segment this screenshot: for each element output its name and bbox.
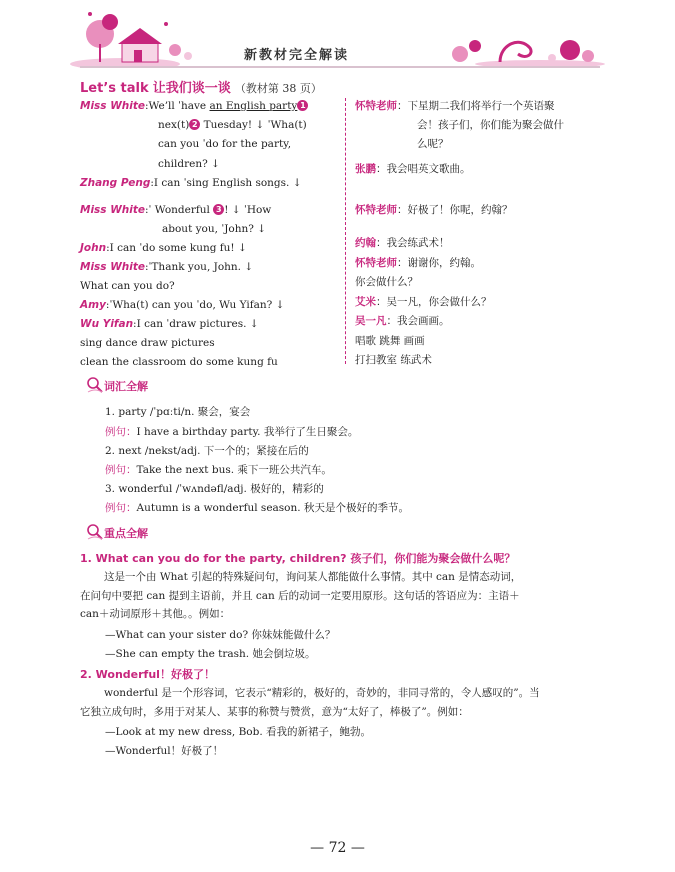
speaker-name: Zhang Peng [80,177,151,189]
speaker-name: 怀特老师 [355,257,397,269]
dialog-line [355,332,425,351]
keypoint-1-example: —What can your sister do? 你妹妹能做什么？ [105,629,336,641]
dialog-text: I can ˈsing English songs. ↓ [153,177,302,189]
dialog-text: 我会练武术！ [386,237,450,249]
dialog-line: 怀特老师：好极了！你呢，约翰？ [355,204,513,216]
vocab-example [105,424,358,439]
note-marker: 2 [189,119,200,130]
keypoint-2-title: 2. Wonderful！好极了！ [80,668,215,681]
dialog-line: Wu Yifan:I can ˈdraw pictures. ↓ [80,318,259,330]
dialog-text: 你会做什么？ [355,276,418,288]
dialog-text: 下星期二我们将举行一个英语聚 [407,100,555,112]
vocab-section-title: 词汇全解 [104,380,148,393]
dialog-text: 么呢？ [417,138,449,150]
header-divider [80,66,600,68]
dialog-text: 好极了！你呢，约翰？ [407,204,513,216]
lesson-title [80,77,322,96]
dialog-line: 怀特老师：下星期二我们将举行一个英语聚 [355,100,555,112]
speaker-name: John [80,242,107,254]
dialog-line [355,273,418,292]
speaker-name: 吴一凡 [355,315,387,327]
dialog-text: nex(t) [158,119,190,131]
speaker-name: Amy [80,299,106,311]
vocab-example [105,500,409,515]
keypoint-2-example: —Look at my new dress, Bob. 看我的新裙子，鲍勃。 [105,726,372,738]
dialog-line [162,220,266,239]
speaker-name: 怀特老师 [355,204,397,216]
page-header [0,0,675,80]
page-number: — 72 — [310,840,365,856]
dialog-line: 吴一凡：我会画画。 [355,315,450,327]
dialog-line [417,135,449,154]
dialog-text: ˈ Wonderful [148,204,214,216]
dialog-text: ! ↓ ˈHow [224,204,272,216]
keypoint-section-title: 重点全解 [104,527,148,540]
dialog-text-underlined: an English party [209,100,298,112]
dialog-line: 张鹏：我会唱英文歌曲。 [355,163,471,175]
dialog-line [158,135,291,154]
dialog-text: What can you do? [80,280,175,292]
dialog-line: Miss White:ˈThank you, John. ↓ [80,261,254,273]
vocab-head: 3. wonderful /ˈwʌndəfl/adj. 极好的，精彩的 [105,483,324,495]
dialog-text: 谢谢你，约翰。 [407,257,481,269]
dialog-line [158,155,220,174]
lesson-title-en: Let’s talk [80,81,149,96]
dialog-text: I can ˈdo some kung fu! ↓ [109,242,247,254]
header-title: 新教材完全解读 [244,48,350,63]
note-marker: 1 [297,100,308,111]
vocab-item [105,443,309,458]
dialog-line [80,353,278,372]
column-divider [345,98,346,364]
speaker-name: 张鹏 [355,163,376,175]
speaker-name: 约翰 [355,237,376,249]
speaker-name: Miss White [80,204,145,216]
dialog-text: 会！孩子们，你们能为聚会做什 [417,119,564,131]
header-decoration-right-icon [430,24,605,68]
dialog-line [80,277,175,296]
example-label: 例句： [105,426,137,438]
vocab-item [105,404,250,419]
dialog-line: 艾米：吴一凡，你会做什么？ [355,296,492,308]
dialog-text: about you, ˈJohn? ↓ [162,223,267,235]
dialog-line: 怀特老师：谢谢你，约翰。 [355,257,481,269]
dialog-text: ˈThank you, John. ↓ [148,261,254,273]
vocab-head: 2. next /nekst/adj. 下一个的；紧接在后的 [105,445,309,457]
dialog-line [417,116,564,135]
keypoint-1-title: 1. What can you do for the party, children? 孩子们，你们能为聚会做什么呢？ [80,552,516,565]
paragraph-line: 它独立成句时，多用于对某人、某事的称赞与赞赏，意为“太好了，棒极了”。例如： [80,705,469,718]
dialog-text: 我会画画。 [397,315,450,327]
lesson-title-zh: 让我们谈一谈 [152,81,231,96]
note-marker: 3 [213,204,224,215]
example-label: 例句： [105,464,137,476]
lesson-page-ref: （教材第 38 页） [234,82,322,95]
speaker-name: 怀特老师 [355,100,397,112]
speaker-name: Wu Yifan [80,318,134,330]
paragraph-line: wonderful 是一个形容词，它表示“精彩的，极好的，奇妙的，非同寻常的，令人感叹的”。当 [104,687,540,699]
keypoint-2-paragraph [80,684,600,721]
dialog-text: ˈWha(t) can you ˈdo, Wu Yifan? ↓ [109,299,285,311]
header-decoration-left-icon [70,4,230,68]
dialog-line: Miss White:We’ll ˈhave an English party 1 [80,97,308,116]
dialog-text: clean the classroom do some kung fu [80,356,278,368]
paragraph-line: 这是一个由 What 引起的特殊疑问句，询问某人都能做什么事情。其中 can 是情态动词， [104,571,522,583]
vocab-example [105,462,332,477]
keypoint-1-paragraph [80,568,600,624]
paragraph-line: can＋动词原形＋其他。。例如： [80,608,231,620]
dialog-line: 约翰：我会练武术！ [355,237,450,249]
dialog-line: Miss White:ˈ Wonderful 3 ! ↓ ˈHow [80,204,272,216]
dialog-line [355,351,432,370]
speaker-name: Miss White [80,261,145,273]
dialog-text: We’ll ˈhave [148,100,210,112]
dialog-line: Zhang Peng:I can ˈsing English songs. ↓ [80,177,302,189]
dialog-text: children? ↓ [158,158,220,170]
vocab-item [105,481,324,496]
dialog-text: I can ˈdraw pictures. ↓ [136,318,259,330]
dialog-text: 吴一凡，你会做什么？ [386,296,492,308]
keypoint-1-example: —She can empty the trash. 她会倒垃圾。 [105,648,316,660]
dialog-text: Tuesday! ↓ ˈWha(t) [200,119,307,131]
dialog-text: 唱歌 跳舞 画画 [355,335,425,347]
magnifier-icon [86,523,104,541]
keypoint-2-example: —Wonderful！好极了！ [105,745,224,757]
dialog-line: Amy:ˈWha(t) can you ˈdo, Wu Yifan? ↓ [80,299,285,311]
speaker-name: 艾米 [355,296,376,308]
speaker-name: Miss White [80,100,145,112]
vocab-head: 1. party /ˈpɑːti/n. 聚会，宴会 [105,406,251,418]
dialog-text: sing dance draw pictures [80,337,215,349]
dialog-text: 我会唱英文歌曲。 [386,163,471,175]
paragraph-line: 在问句中要把 can 提到主语前，并且 can 后的动词一定要用原形。这句话的答语应为：主语＋ [80,589,520,602]
dialog-line: John:I can ˈdo some kung fu! ↓ [80,242,247,254]
dialog-line [80,334,215,353]
magnifier-icon [86,376,104,394]
example-text: Take the next bus. 乘下一班公共汽车。 [136,464,332,476]
example-label: 例句： [105,502,137,514]
dialog-line [158,116,307,135]
example-text: I have a birthday party. 我举行了生日聚会。 [136,426,359,438]
dialog-text: 打扫教室 练武术 [355,354,432,366]
example-text: Autumn is a wonderful season. 秋天是个极好的季节。 [136,502,409,514]
dialog-text: can you ˈdo for the party, [158,138,292,150]
